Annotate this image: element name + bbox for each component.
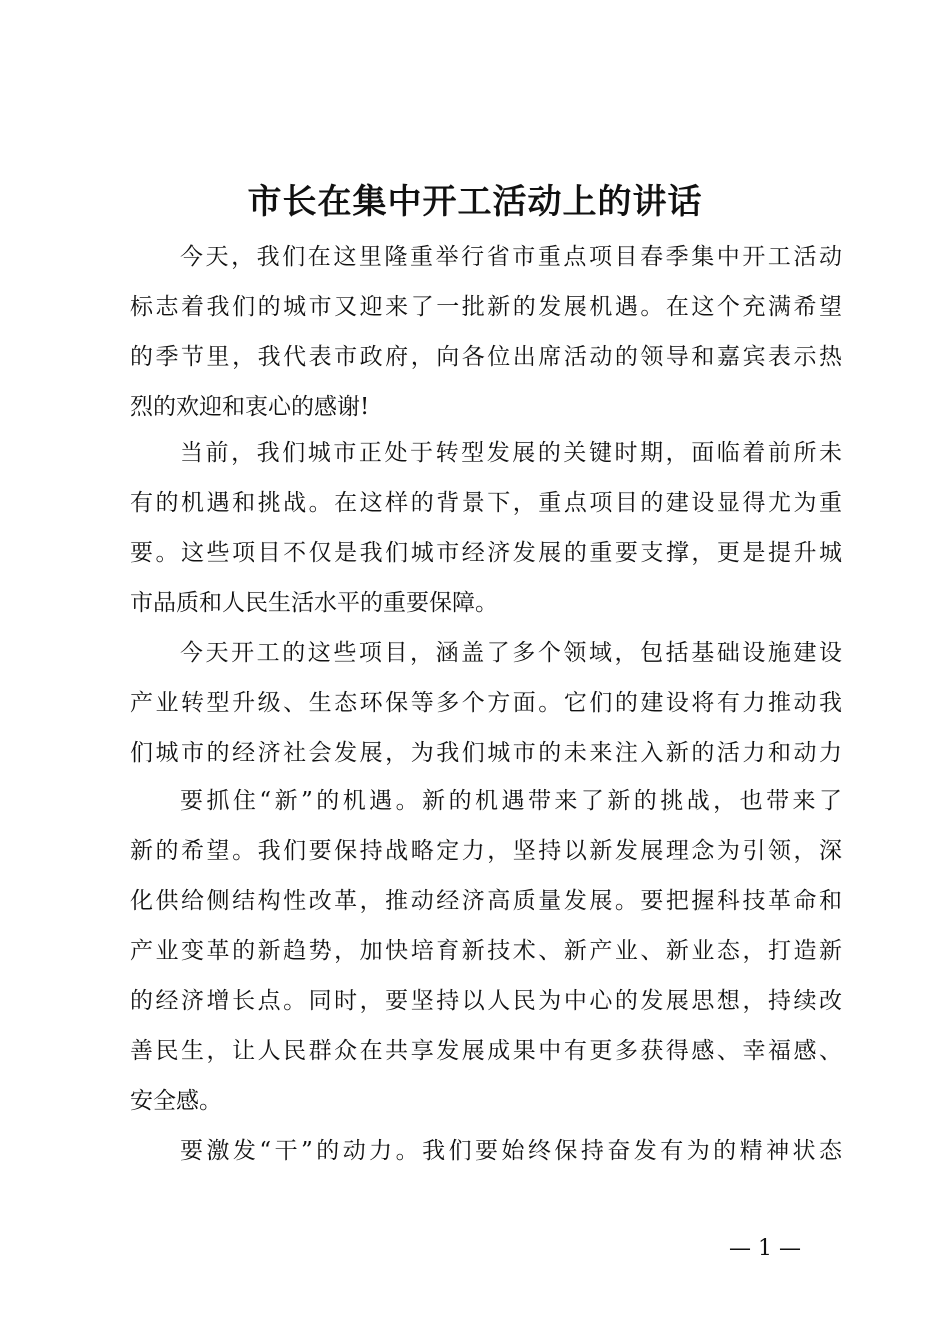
paragraph-welcome [130,232,842,432]
text-line: 标志着我们的城市又迎来了一批新的发展机遇。在这个充满希望 [130,294,842,320]
text-line: 今天开工的这些项目，涵盖了多个领域，包括基础设施建设 [180,640,842,666]
page-number: — 1 — [729,1236,801,1261]
text-line: 当前，我们城市正处于转型发展的关键时期，面临着前所未 [180,440,842,466]
paragraph-background [130,428,842,628]
text-line: 要激发“干”的动力。我们要始终保持奋发有为的精神状态 [180,1138,842,1164]
text-line: 的季节里，我代表市政府，向各位出席活动的领导和嘉宾表示热 [130,344,842,370]
text-line: 新的希望。我们要保持战略定力，坚持以新发展理念为引领，深 [130,838,842,864]
text-line: 要抓住“新”的机遇。新的机遇带来了新的挑战，也带来了 [180,788,842,814]
text-line: 要。这些项目不仅是我们城市经济发展的重要支撑，更是提升城 [130,540,842,566]
text-line: 们城市的经济社会发展，为我们城市的未来注入新的活力和动力 [130,740,842,766]
text-line: 今天，我们在这里隆重举行省市重点项目春季集中开工活动 [180,244,842,270]
text-line: 产业变革的新趋势，加快培育新技术、新产业、新业态，打造新 [130,938,842,964]
text-line: 安全感。 [130,1088,222,1114]
text-line: 善民生，让人民群众在共享发展成果中有更多获得感、幸福感、 [130,1038,842,1064]
paragraph-motivation [130,1126,842,1176]
paragraph-new-opportunity [130,776,842,1126]
text-line: 的经济增长点。同时，要坚持以人民为中心的发展思想，持续改 [130,988,842,1014]
text-line: 市品质和人民生活水平的重要保障。 [130,590,498,616]
text-line: 化供给侧结构性改革，推动经济高质量发展。要把握科技革命和 [130,888,842,914]
text-line: 产业转型升级、生态环保等多个方面。它们的建设将有力推动我 [130,690,842,716]
text-line: 有的机遇和挑战。在这样的背景下，重点项目的建设显得尤为重 [130,490,842,516]
document-title: 市长在集中开工活动上的讲话 [247,182,703,222]
paragraph-projects [130,628,842,778]
text-line: 烈的欢迎和衷心的感谢! [130,394,370,420]
